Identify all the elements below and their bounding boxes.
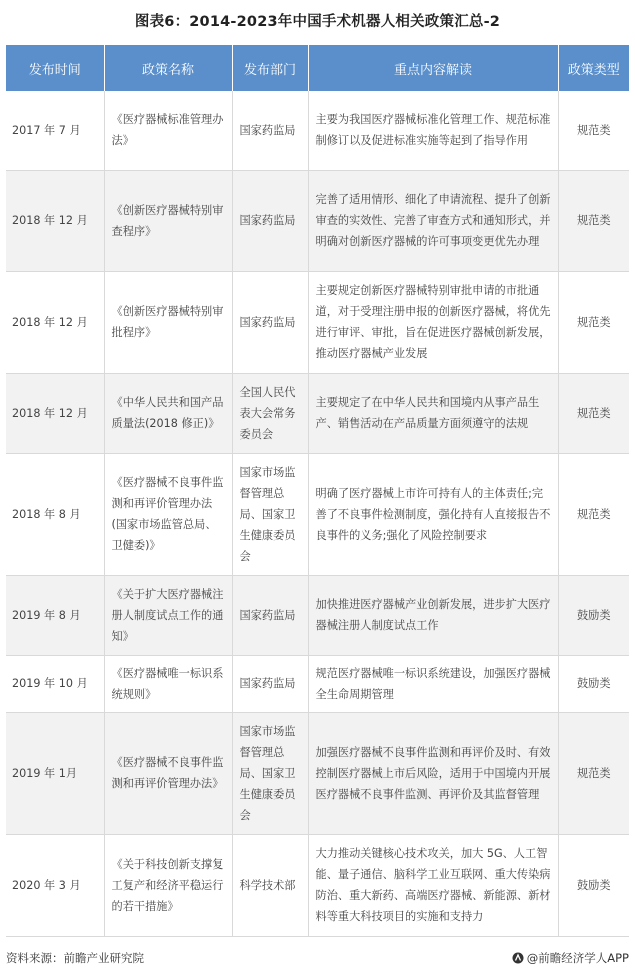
cell-type: 规范类 (558, 453, 629, 575)
footer (0, 950, 635, 972)
cell-date: 2019 年 10 月 (6, 655, 104, 712)
cell-department: 全国人民代表大会常务委员会 (232, 373, 308, 453)
cell-content: 加快推进医疗器械产业创新发展，进步扩大医疗器械注册人制度试点工作 (308, 575, 558, 655)
cell-type: 规范类 (558, 91, 629, 170)
table-row (6, 271, 629, 373)
cell-type: 规范类 (558, 170, 629, 271)
cell-policy-name: 《关于科技创新支撑复工复产和经济平稳运行的若干措施》 (104, 834, 232, 936)
cell-type: 鼓励类 (558, 834, 629, 936)
table-row (6, 373, 629, 453)
column-header-content: 重点内容解读 (308, 45, 558, 91)
cell-policy-name: 《中华人民共和国产品质量法(2018 修正)》 (104, 373, 232, 453)
cell-date: 2017 年 7 月 (6, 91, 104, 170)
cell-content: 完善了适用情形、细化了申请流程、提升了创新审查的实效性、完善了审查方式和通知形式，并明确对创新医疗器械的许可事项变更优先办理 (308, 170, 558, 271)
table-row (6, 453, 629, 575)
cell-content: 主要为我国医疗器械标准化管理工作、规范标准制修订以及促进标准实施等起到了指导作用 (308, 91, 558, 170)
cell-policy-name: 《关于扩大医疗器械注册人制度试点工作的通知》 (104, 575, 232, 655)
cell-type: 规范类 (558, 373, 629, 453)
cell-content: 主要规定创新医疗器械特别审批申请的市批通道，对于受理注册申报的创新医疗器械，将优先进行审评、审批，旨在促进医疗器械创新发展，推动医疗器械产业发展 (308, 271, 558, 373)
cell-department: 国家药监局 (232, 170, 308, 271)
column-header-department: 发布部门 (232, 45, 308, 91)
cell-content: 主要规定了在中华人民共和国境内从事产品生产、销售活动在产品质量方面须遵守的法规 (308, 373, 558, 453)
cell-policy-name: 《医疗器械标准管理办法》 (104, 91, 232, 170)
cell-date: 2018 年 12 月 (6, 271, 104, 373)
page-title: 图表6：2014-2023年中国手术机器人相关政策汇总-2 (134, 14, 501, 30)
cell-date: 2019 年 1月 (6, 712, 104, 834)
cell-content: 明确了医疗器械上市许可持有人的主体责任;完善了不良事件检测制度，强化持有人直接报告不良事件的义务;强化了风险控制要求 (308, 453, 558, 575)
column-header-date: 发布时间 (6, 45, 104, 91)
cell-type: 鼓励类 (558, 655, 629, 712)
table-row (6, 712, 629, 834)
cell-policy-name: 《创新医疗器械特别审批程序》 (104, 271, 232, 373)
cell-department: 国家市场监督管理总局、国家卫生健康委员会 (232, 453, 308, 575)
brand-credit (512, 950, 629, 966)
column-header-type: 政策类型 (558, 45, 629, 91)
cell-policy-name: 《医疗器械不良事件监测和再评价管理办法》 (104, 712, 232, 834)
cell-date: 2019 年 8 月 (6, 575, 104, 655)
cell-department: 国家药监局 (232, 655, 308, 712)
cell-date: 2018 年 12 月 (6, 170, 104, 271)
cell-department: 国家药监局 (232, 91, 308, 170)
cell-type: 规范类 (558, 271, 629, 373)
table-row (6, 91, 629, 170)
cell-date: 2020 年 3 月 (6, 834, 104, 936)
source-note: 资料来源：前瞻产业研究院 (6, 951, 144, 965)
cell-department: 科学技术部 (232, 834, 308, 936)
cell-content: 规范医疗器械唯一标识系统建设，加强医疗器械全生命周期管理 (308, 655, 558, 712)
cell-department: 国家药监局 (232, 271, 308, 373)
table-row (6, 655, 629, 712)
cell-type: 规范类 (558, 712, 629, 834)
cell-date: 2018 年 12 月 (6, 373, 104, 453)
brand-logo-icon (512, 952, 524, 964)
cell-policy-name: 《医疗器械不良事件监测和再评价管理办法(国家市场监管总局、卫健委)》 (104, 453, 232, 575)
cell-policy-name: 《创新医疗器械特别审查程序》 (104, 170, 232, 271)
column-header-policy-name: 政策名称 (104, 45, 232, 91)
table-row (6, 170, 629, 271)
cell-content: 加强医疗器械不良事件监测和再评价及时、有效控制医疗器械上市后风险，适用于中国境内开展医疗器械不良事件监测、再评价及其监督管理 (308, 712, 558, 834)
cell-content: 大力推动关键核心技术攻关，加大 5G、人工智能、量子通信、脑科学工业互联网、重大传染病防治、重大新药、高端医疗器械、新能源、新材料等重大科技项目的实施和支持力 (308, 834, 558, 936)
cell-department: 国家市场监督管理总局、国家卫生健康委员会 (232, 712, 308, 834)
cell-type: 鼓励类 (558, 575, 629, 655)
brand-text: @前瞻经济学人APP (526, 951, 629, 965)
table-row (6, 575, 629, 655)
cell-date: 2018 年 8 月 (6, 453, 104, 575)
table-header-row (6, 45, 629, 91)
policy-table (6, 45, 629, 937)
table-row (6, 834, 629, 936)
cell-policy-name: 《医疗器械唯一标识系统规则》 (104, 655, 232, 712)
cell-department: 国家药监局 (232, 575, 308, 655)
